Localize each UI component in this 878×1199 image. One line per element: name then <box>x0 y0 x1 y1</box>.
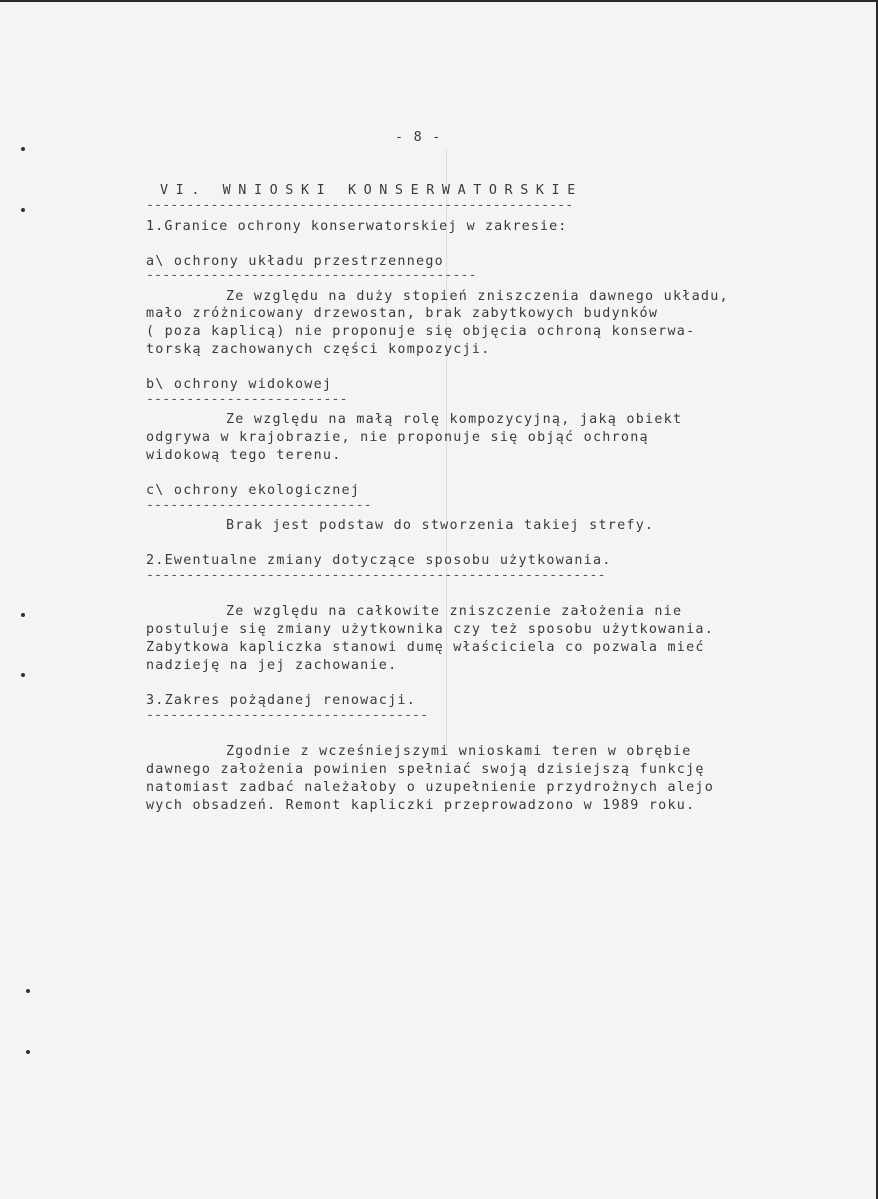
margin-punch-mark <box>21 208 25 212</box>
point2-line: nadzieję na jej zachowanie. <box>146 658 398 673</box>
point2-line: Zabytkowa kapliczka stanowi dumę właściciela co pozwala mieć <box>146 640 705 655</box>
point1a-line: ( poza kaplicą) nie proponuje się objęcia ochroną konserwa- <box>146 324 696 339</box>
point2-line: Ze względu na całkowite zniszczenie założenia nie <box>226 604 683 619</box>
point2-heading: 2.Ewentualne zmiany dotyczące sposobu użytkowania. <box>146 553 612 568</box>
page-number: - 8 - <box>395 130 442 145</box>
point1c-underline: ---------------------------- <box>146 498 372 513</box>
point2-underline: --------------------------------------------------------- <box>146 568 606 583</box>
point1a-underline: ----------------------------------------- <box>146 268 477 283</box>
point1-heading: 1.Granice ochrony konserwatorskiej w zakresie: <box>146 219 568 234</box>
title-underline: ----------------------------------------------------- <box>146 198 574 213</box>
point1c-line: Brak jest podstaw do stworzenia takiej strefy. <box>226 518 655 533</box>
point1a-line: Ze względu na duży stopień zniszczenia dawnego układu, <box>226 289 729 304</box>
margin-punch-mark <box>21 613 25 617</box>
margin-punch-mark <box>26 989 30 993</box>
point1b-line: odgrywa w krajobrazie, nie proponuje się objąć ochroną <box>146 430 649 445</box>
point1b-underline: ------------------------- <box>146 392 348 407</box>
point3-underline: ----------------------------------- <box>146 708 429 723</box>
section-title: VI. WNIOSKI KONSERWATORSKIE <box>160 183 583 198</box>
point1c-heading: c\ ochrony ekologicznej <box>146 483 361 498</box>
point1a-heading: a\ ochrony układu przestrzennego <box>146 254 444 269</box>
margin-punch-mark <box>21 673 25 677</box>
point3-heading: 3.Zakres pożądanej renowacji. <box>146 693 417 708</box>
paper-fold-shadow <box>446 150 447 750</box>
point1b-line: widokową tego terenu. <box>146 448 342 463</box>
point3-line: wych obsadzeń. Remont kapliczki przeprowadzono w 1989 roku. <box>146 798 696 813</box>
point3-line: natomiast zadbać należałoby o uzupełnienie przydrożnych alejo <box>146 780 715 795</box>
point1b-line: Ze względu na małą rolę kompozycyjną, jaką obiekt <box>226 412 683 427</box>
point3-line: dawnego założenia powinien spełniać swoją dzisiejszą funkcję <box>146 762 705 777</box>
margin-punch-mark <box>26 1050 30 1054</box>
point1a-line: mało zróżnicowany drzewostan, brak zabytkowych budynków <box>146 306 659 321</box>
point1a-line: torską zachowanych części kompozycji. <box>146 342 491 357</box>
point2-line: postuluje się zmiany użytkownika czy też sposobu użytkowania. <box>146 622 715 637</box>
point3-line: Zgodnie z wcześniejszymi wnioskami teren w obrębie <box>226 744 692 759</box>
point1b-heading: b\ ochrony widokowej <box>146 377 333 392</box>
margin-punch-mark <box>21 147 25 151</box>
